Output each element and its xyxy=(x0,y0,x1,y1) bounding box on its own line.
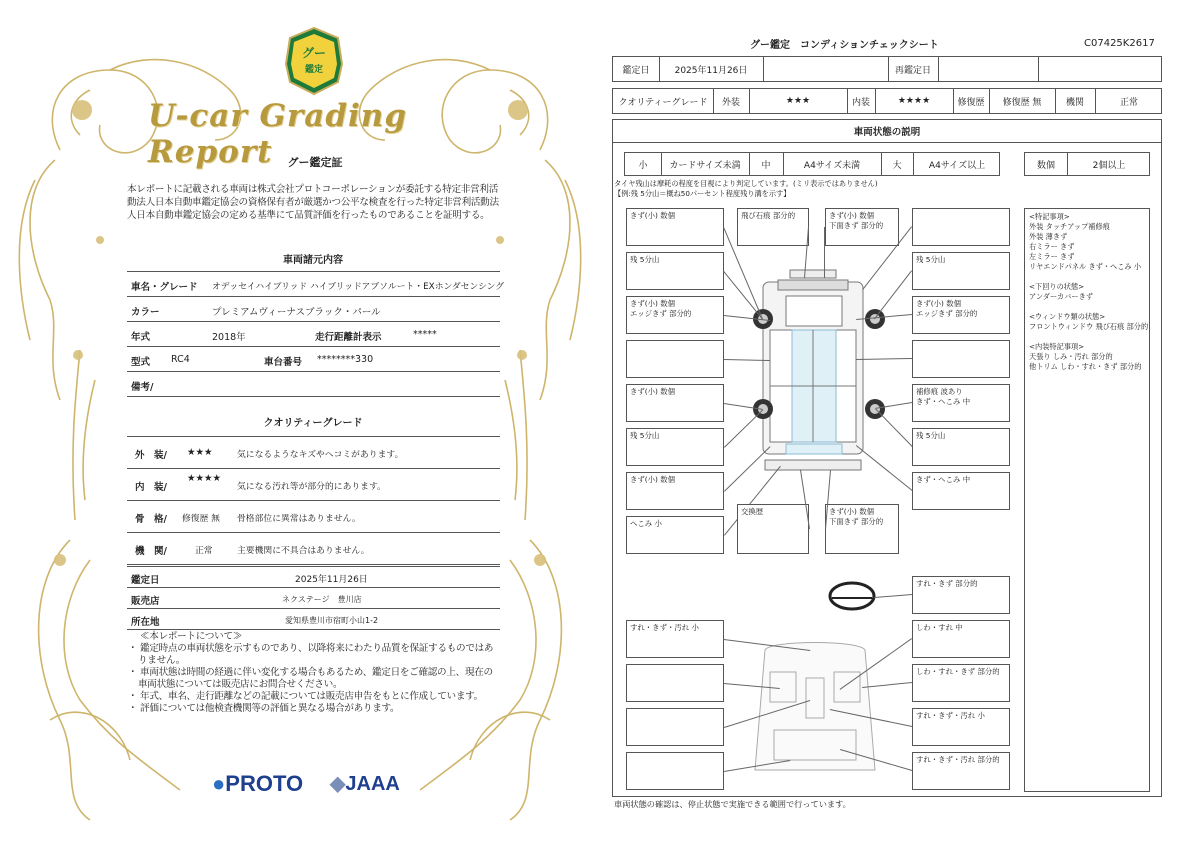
interior-note-text: しわ・すれ・きず 部分的 xyxy=(916,667,1000,676)
store-value: ネクステージ 豊川店 xyxy=(282,595,362,604)
exterior-note-box xyxy=(912,472,1010,510)
legend-medium-desc: A4サイズ未満 xyxy=(803,160,861,171)
section-title: 車両状態の説明 xyxy=(612,119,1162,143)
exterior-label: 外装 xyxy=(721,97,740,108)
model-value: RC4 xyxy=(171,354,190,365)
special-note-line: 天張り しみ・汚れ 部分的 xyxy=(1029,352,1113,361)
special-note-line xyxy=(1029,272,1145,282)
badge-text-bottom: 鑑定 xyxy=(304,65,323,75)
legend-large-desc: A4サイズ以上 xyxy=(928,160,986,171)
quality-value: ★★★★ xyxy=(187,473,222,484)
exterior-note-box xyxy=(912,208,1010,246)
exterior-note-text: きず・ヘこみ 中 xyxy=(916,475,971,484)
exterior-note-box xyxy=(737,208,809,246)
note-item: ・ 鑑定時点の車両状態を示すものであり、以降将来にわたり品質を保証するものではありません。 xyxy=(128,643,494,666)
quality-comment: 気になる汚れ等が部分的にあります。 xyxy=(237,482,386,492)
exterior-note-text: きず(小) 数個 xyxy=(829,507,875,516)
table-row xyxy=(127,297,500,322)
table-row xyxy=(127,533,500,565)
interior-note-box xyxy=(912,708,1010,746)
exterior-note-box xyxy=(825,504,899,554)
quality-comment: 気になるようなキズやヘコミがあります。 xyxy=(237,450,404,460)
table-row xyxy=(127,501,500,533)
exterior-note-text: きず(小) 数個 xyxy=(916,299,962,308)
location-label: 所在地 xyxy=(131,617,160,628)
exterior-note-box xyxy=(626,208,724,246)
quality-label: 機 関/ xyxy=(135,546,167,557)
quality-comment: 主要機関に不具合はありません。 xyxy=(237,546,370,556)
special-note-line: <内装特記事項> xyxy=(1029,342,1085,351)
special-note-line: 他トリム しわ・すれ・きず 部分的 xyxy=(1029,362,1142,371)
note-item: ・ 評価については他検査機関等の評価と異なる場合があります。 xyxy=(128,703,400,714)
interior-note-box xyxy=(626,752,724,790)
exterior-note-text: きず(小) 数個 xyxy=(630,475,676,484)
exterior-note-text: きず(小) 数個 xyxy=(630,211,676,220)
name-value: オデッセイハイブリッド ハイブリッドアブソルート・EXホンダセンシング xyxy=(212,282,505,292)
exterior-note-text: エッジきず 部分的 xyxy=(916,309,978,318)
quality-value: 修復歴 無 xyxy=(182,514,220,524)
exterior-note-box xyxy=(626,340,724,378)
year-value: 2018年 xyxy=(212,332,246,343)
jaaa-logo: ◆JAAA xyxy=(330,773,400,795)
exterior-note-text: 補修痕 波あり xyxy=(916,387,963,396)
exterior-note-text: きず(小) 数個 xyxy=(630,387,676,396)
exterior-note-box xyxy=(626,296,724,334)
store-label: 販売店 xyxy=(131,596,160,607)
exterior-note-text: 飛び石痕 部分的 xyxy=(741,211,796,220)
interior-note-box xyxy=(912,664,1010,702)
table-row xyxy=(127,567,500,588)
table-row xyxy=(127,437,500,469)
special-notes-box xyxy=(1024,208,1150,792)
special-note-line: 左ミラー きず xyxy=(1029,252,1075,261)
exterior-note-box xyxy=(912,252,1010,290)
mileage-value: ***** xyxy=(413,329,437,340)
chassis-label: 車台番号 xyxy=(264,357,303,368)
table-row xyxy=(127,272,505,297)
tire-note: タイヤ残山は摩耗の程度を目視により判定しています。(ミリ表示ではありません) xyxy=(614,179,878,188)
exterior-note-box xyxy=(912,296,1010,334)
table-row xyxy=(127,588,500,609)
exterior-note-text: きず・ヘこみ 中 xyxy=(916,397,971,406)
exterior-note-text: 交換歴 xyxy=(741,507,764,516)
exterior-note-text: へこみ 小 xyxy=(630,519,662,528)
quality-heading: クオリティーグレード xyxy=(263,418,363,429)
color-value: プレミアムヴィーナスブラック・パール xyxy=(212,307,381,318)
interior-note-box xyxy=(912,752,1010,790)
special-note-line: <下回りの状態> xyxy=(1029,282,1085,291)
remarks-label: 備考/ xyxy=(131,382,154,393)
engine-value: 正常 xyxy=(1119,97,1138,108)
exterior-note-box xyxy=(825,208,899,246)
quality-value: 正常 xyxy=(195,546,213,556)
table-row xyxy=(127,347,500,372)
steering-wheel-icon xyxy=(830,583,874,609)
table-row xyxy=(127,322,500,347)
note-item: ・ 年式、車名、走行距離などの記載については販売店申告をもとに作成しています。 xyxy=(128,691,483,702)
special-note-line xyxy=(1029,302,1145,312)
special-note-line: <特記事項> xyxy=(1029,212,1070,221)
interior-note-text: すれ・きず・汚れ 小 xyxy=(630,623,699,632)
legend-small: 小 xyxy=(638,160,648,171)
exterior-note-text: きず(小) 数個 xyxy=(829,211,875,220)
goo-kantei-badge xyxy=(286,28,342,94)
exterior-note-box xyxy=(912,384,1010,422)
report-script-title: U-car Grading Report xyxy=(148,98,408,170)
car-exterior-outline xyxy=(763,270,863,470)
interior-note-box xyxy=(626,664,724,702)
quality-comment: 骨格部位に異常はありません。 xyxy=(237,514,361,524)
interior-note-box xyxy=(626,708,724,746)
specs-table xyxy=(127,271,505,397)
mileage-label: 走行距離計表示 xyxy=(315,332,382,343)
jaaa-logo-text: JAAA xyxy=(345,773,400,795)
report-notes xyxy=(126,631,498,715)
reappraisal-label: 再鑑定日 xyxy=(894,65,931,76)
interior-note-box xyxy=(912,576,1010,614)
proto-logo-text: PROTO xyxy=(225,771,304,796)
repair-label: 修復歴 xyxy=(957,97,985,108)
special-note-line: 右ミラー きず xyxy=(1029,242,1075,251)
interior-note-text: すれ・きず・汚れ 小 xyxy=(916,711,985,720)
interior-note-box xyxy=(912,620,1010,658)
tire-example: 【例:残 5分山＝概ね50パーセント程度残り溝を示す】 xyxy=(614,189,791,198)
interior-note-text: しわ・すれ 中 xyxy=(916,623,963,632)
special-note-line: アンダーカバーきず xyxy=(1029,292,1093,301)
quality-label: 骨 格/ xyxy=(135,514,167,525)
sheet-title: グー鑑定 コンディションチェックシート xyxy=(750,40,939,51)
name-label: 車名・グレード xyxy=(131,282,198,293)
special-note-line: 外装 タッチアップ補修痕 xyxy=(1029,222,1110,231)
exterior-value: ★★★ xyxy=(785,96,811,106)
exterior-note-box xyxy=(737,504,809,554)
exterior-note-text: 残 5分山 xyxy=(630,255,660,264)
date-value: 2025年11月26日 xyxy=(674,65,748,76)
color-label: カラー xyxy=(131,307,160,318)
interior-note-box xyxy=(626,620,724,658)
legend-large: 大 xyxy=(892,160,902,171)
interior-label: 内装 xyxy=(851,97,870,108)
exterior-note-text: 残 5分山 xyxy=(630,431,660,440)
interior-note-text: すれ・きず 部分的 xyxy=(916,579,978,588)
exterior-note-box xyxy=(912,340,1010,378)
exterior-note-box xyxy=(626,252,724,290)
repair-value: 修復歴 無 xyxy=(1002,97,1042,108)
date-label: 鑑定日 xyxy=(622,65,650,76)
legend-small-desc: カードサイズ未満 xyxy=(669,160,741,171)
interior-value: ★★★★ xyxy=(897,96,931,106)
legend-count-desc: 2個以上 xyxy=(1092,160,1126,171)
interior-note-text: すれ・きず・汚れ 部分的 xyxy=(916,755,1000,764)
exterior-note-text: 残 5分山 xyxy=(916,431,946,440)
sheet-code: C07425K2617 xyxy=(1084,38,1155,49)
quality-table xyxy=(127,436,500,565)
quality-label: 外 装/ xyxy=(135,450,167,461)
chassis-value: ********330 xyxy=(317,354,374,365)
quality-value: ★★★ xyxy=(187,447,213,458)
quality-label: 内 装/ xyxy=(135,482,167,493)
exterior-note-box xyxy=(626,472,724,510)
exterior-note-box xyxy=(912,428,1010,466)
year-label: 年式 xyxy=(131,332,151,343)
exterior-note-box xyxy=(626,384,724,422)
proto-logo: ●PROTO xyxy=(212,771,304,796)
certificate-body: 本レポートに記載される車両は株式会社プロトコーポレーションが委託する特定非営利活動法人日本自動車鑑定協会の資格保有者が厳選かつ公平な検査を行った特定非営利活動法人日本自動車鑑定協会の定める基準にて品質評価を行ったものであることを証明する。 xyxy=(127,184,499,221)
exterior-note-text: きず(小) 数個 xyxy=(630,299,676,308)
appraisal-table xyxy=(127,566,500,630)
note-item: ・ 車両状態は時間の経過に伴い変化する場合もあるため、鑑定日をご確認の上、現在の車両状態については販売店にお問合せください。 xyxy=(128,667,493,690)
special-note-line: 外装 薄きず xyxy=(1029,232,1068,241)
exterior-note-box xyxy=(626,516,724,554)
legend-count: 数個 xyxy=(1036,160,1055,171)
car-interior-outline xyxy=(755,643,875,771)
date-value: 2025年11月26日 xyxy=(295,575,368,585)
condition-check-sheet xyxy=(600,0,1200,848)
badge-text-top: グー xyxy=(301,46,326,60)
model-label: 型式 xyxy=(131,357,151,368)
special-note-line xyxy=(1029,332,1145,342)
table-row xyxy=(127,609,500,630)
date-label: 鑑定日 xyxy=(131,575,160,586)
exterior-note-text: 残 5分山 xyxy=(916,255,946,264)
certificate-title: グー鑑定証 xyxy=(287,156,343,169)
legend-medium: 中 xyxy=(761,160,771,171)
exterior-note-box xyxy=(626,428,724,466)
special-notes-list xyxy=(1025,209,1149,375)
table-row xyxy=(127,372,500,397)
sheet-footer: 車両状態の確認は、停止状態で実施できる範囲で行っています。 xyxy=(614,799,851,809)
leader-line xyxy=(824,227,825,278)
exterior-note-text: 下面きず 部分的 xyxy=(829,221,884,230)
location-value: 愛知県豊川市宿町小山1-2 xyxy=(285,616,379,625)
exterior-note-text: エッジきず 部分的 xyxy=(630,309,692,318)
quality-label: クオリティーグレード xyxy=(618,97,708,108)
notes-title: ≪本レポートについて≫ xyxy=(140,631,243,642)
specs-heading: 車両諸元内容 xyxy=(283,255,343,266)
table-row xyxy=(127,469,500,501)
special-note-line: <ウィンドウ類の状態> xyxy=(1029,312,1106,321)
engine-label: 機関 xyxy=(1065,97,1084,108)
exterior-note-text: 下面きず 部分的 xyxy=(829,517,884,526)
special-note-line: フロントウィンドウ 飛び石痕 部分的 xyxy=(1029,322,1149,331)
special-note-line: リヤエンドパネル きず・へこみ 小 xyxy=(1029,262,1142,271)
